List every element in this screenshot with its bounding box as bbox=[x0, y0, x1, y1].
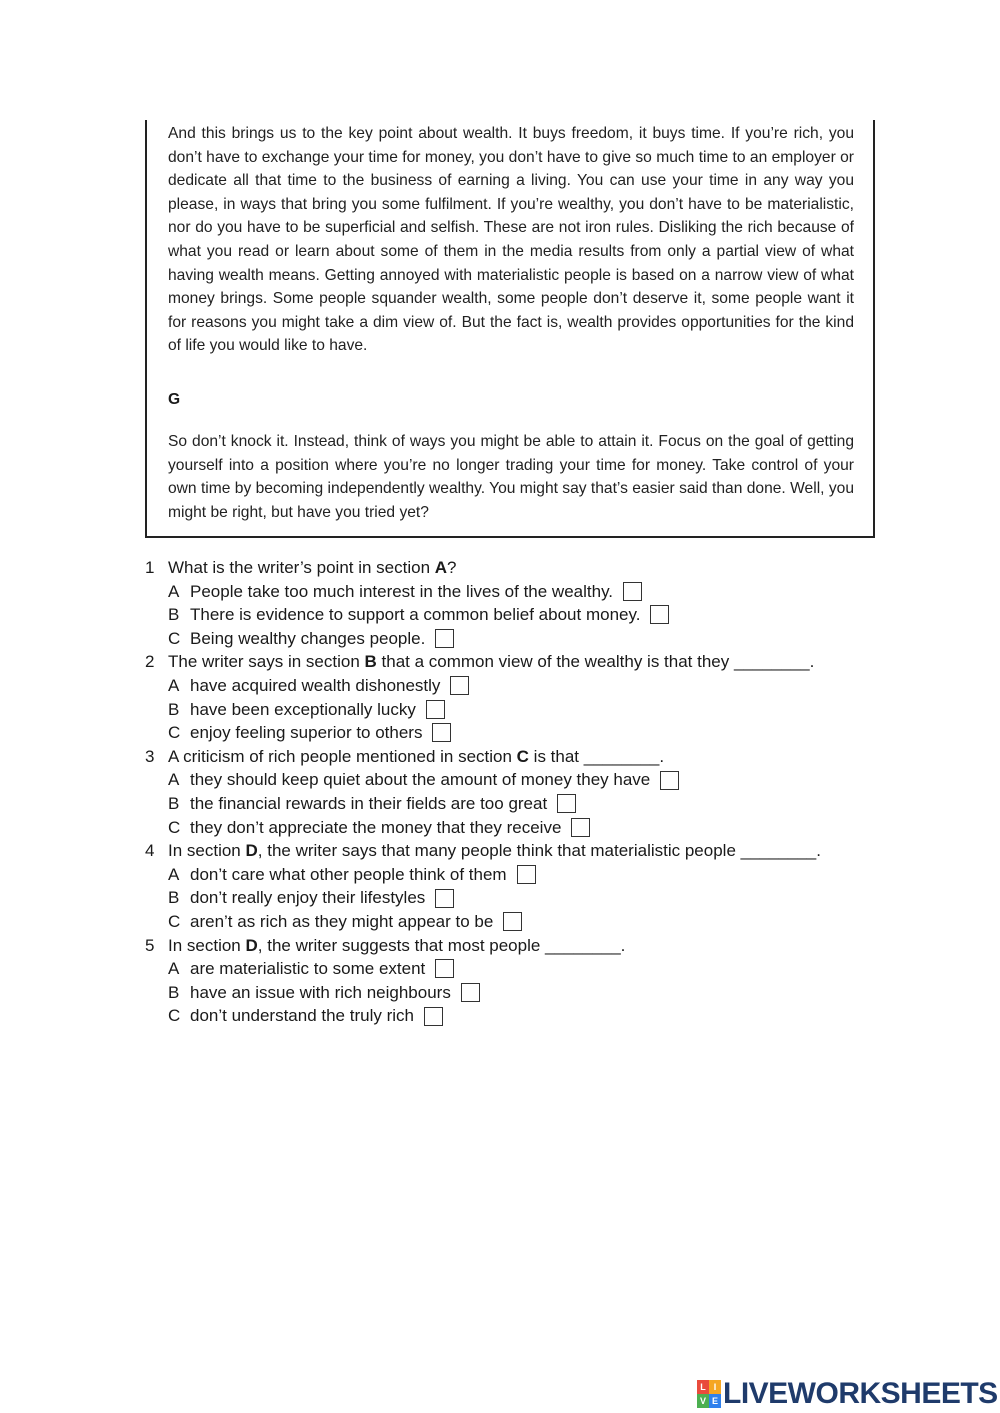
answer-option bbox=[145, 1004, 885, 1028]
option-letter: B bbox=[168, 793, 180, 813]
question-text-before: A criticism of rich people mentioned in section bbox=[168, 746, 517, 766]
answer-checkbox[interactable] bbox=[432, 723, 451, 742]
question-section-letter: B bbox=[364, 652, 377, 672]
option-text: don’t really enjoy their lifestyles bbox=[190, 888, 426, 908]
answer-option bbox=[145, 816, 885, 840]
option-text: they should keep quiet about the amount of money they have bbox=[190, 770, 651, 790]
question-text-before: In section bbox=[168, 841, 246, 861]
option-letter: B bbox=[168, 888, 180, 908]
option-text: are materialistic to some extent bbox=[190, 959, 426, 979]
answer-checkbox[interactable] bbox=[517, 865, 536, 884]
answer-checkbox[interactable] bbox=[660, 771, 679, 790]
question-number: 5 bbox=[145, 935, 155, 955]
answer-checkbox[interactable] bbox=[557, 794, 576, 813]
question-text-after: , the writer suggests that most people ________. bbox=[257, 935, 626, 955]
answer-option bbox=[145, 863, 885, 887]
question-stem bbox=[145, 839, 885, 863]
logo-letter-v: V bbox=[697, 1394, 709, 1408]
question-number: 2 bbox=[145, 652, 155, 672]
paragraph-f: And this brings us to the key point about wealth. It buys freedom, it buys time. If you’re rich, you don’t have to exchange your time for money, you don’t have to give so much time to an employer or dedicate all that time to the business of earning a living. You can use your time in any way you please, in ways that bring you some fulfilment. If you’re wealthy, you don’t have to be materialistic, nor do you have to be superficial and selfish. These are not iron rules. Disliking the rich because of what you read or learn about some of them in the media results from only a partial view of what having wealth means. Getting annoyed with materialistic people is based on a narrow view of what money brings. Some people squander wealth, some people don’t deserve it, some people want it for reasons you might take a dim view of. But the fact is, wealth provides opportunities for the kind of life you would like to have. bbox=[168, 125, 854, 355]
answer-option bbox=[145, 981, 885, 1005]
question-section-letter: A bbox=[434, 558, 448, 577]
option-letter: A bbox=[168, 581, 180, 601]
option-text: Being wealthy changes people. bbox=[190, 628, 426, 648]
liveworksheets-branding bbox=[697, 1378, 998, 1410]
question-list bbox=[145, 556, 885, 1028]
answer-checkbox[interactable] bbox=[461, 983, 480, 1002]
option-letter: C bbox=[168, 723, 181, 743]
answer-checkbox[interactable] bbox=[450, 676, 469, 695]
option-letter: A bbox=[168, 675, 180, 695]
answer-option bbox=[145, 910, 885, 934]
answer-option bbox=[145, 721, 885, 745]
answer-option bbox=[145, 603, 885, 627]
question-stem bbox=[145, 745, 885, 769]
paragraph-g: So don’t knock it. Instead, think of ways you might be able to attain it. Focus on the goal of getting yourself into a position where you’re no longer trading your time for money. Take control of your own time by becoming independently wealthy. You might say that’s easier said than done. Well, you might be right, but have you tried yet? bbox=[168, 433, 854, 521]
option-text: don’t care what other people think of them bbox=[190, 864, 507, 884]
question-text-after: ? bbox=[447, 558, 457, 577]
question-text bbox=[168, 650, 814, 674]
question-text-after: that a common view of the wealthy is that they ________. bbox=[376, 652, 815, 672]
section-heading-g: G bbox=[168, 391, 181, 408]
answer-option bbox=[145, 580, 885, 604]
question-section-letter: D bbox=[245, 841, 258, 861]
answer-option bbox=[145, 792, 885, 816]
question-text bbox=[168, 745, 664, 769]
answer-checkbox[interactable] bbox=[426, 700, 445, 719]
option-text: have acquired wealth dishonestly bbox=[190, 675, 441, 695]
answer-checkbox[interactable] bbox=[571, 818, 590, 837]
answer-checkbox[interactable] bbox=[435, 889, 454, 908]
question-text-after: is that ________. bbox=[528, 746, 665, 766]
option-letter: B bbox=[168, 982, 180, 1002]
question-text-before: What is the writer’s point in section bbox=[168, 558, 435, 577]
option-text: People take too much interest in the lives of the wealthy. bbox=[190, 581, 614, 601]
question-stem bbox=[145, 934, 885, 958]
question-text-after: , the writer says that many people think that materialistic people ________. bbox=[257, 841, 821, 861]
question-number: 3 bbox=[145, 746, 155, 766]
option-letter: A bbox=[168, 959, 180, 979]
question-text bbox=[168, 556, 457, 580]
answer-option bbox=[145, 886, 885, 910]
brand-name: LIVEWORKSHEETS bbox=[723, 1377, 998, 1410]
option-letter: C bbox=[168, 911, 181, 931]
answer-checkbox[interactable] bbox=[435, 959, 454, 978]
option-text: enjoy feeling superior to others bbox=[190, 723, 423, 743]
answer-option bbox=[145, 698, 885, 722]
option-text: the financial rewards in their fields are too great bbox=[190, 793, 548, 813]
option-text: they don’t appreciate the money that they receive bbox=[190, 817, 562, 837]
option-letter: C bbox=[168, 817, 181, 837]
answer-option bbox=[145, 674, 885, 698]
answer-option bbox=[145, 768, 885, 792]
question-stem bbox=[145, 650, 885, 674]
question-text bbox=[168, 934, 625, 958]
logo-letter-i: I bbox=[709, 1380, 721, 1394]
option-text: There is evidence to support a common belief about money. bbox=[190, 605, 641, 625]
option-letter: B bbox=[168, 605, 180, 625]
answer-checkbox[interactable] bbox=[650, 605, 669, 624]
question-number: 4 bbox=[145, 841, 155, 861]
answer-checkbox[interactable] bbox=[623, 582, 642, 601]
logo-letter-l: L bbox=[697, 1380, 709, 1394]
option-text: have been exceptionally lucky bbox=[190, 699, 416, 719]
answer-option bbox=[145, 957, 885, 981]
question-stem bbox=[145, 556, 885, 580]
option-text: aren’t as rich as they might appear to be bbox=[190, 911, 494, 931]
logo-letter-e: E bbox=[709, 1394, 721, 1408]
question-text bbox=[168, 839, 821, 863]
answer-checkbox[interactable] bbox=[503, 912, 522, 931]
option-letter: A bbox=[168, 770, 180, 790]
option-letter: B bbox=[168, 699, 180, 719]
option-text: have an issue with rich neighbours bbox=[190, 982, 451, 1002]
answer-checkbox[interactable] bbox=[424, 1007, 443, 1026]
option-letter: C bbox=[168, 628, 181, 648]
option-letter: A bbox=[168, 864, 180, 884]
liveworksheets-logo-icon bbox=[697, 1380, 721, 1408]
question-text-before: The writer says in section bbox=[168, 652, 365, 672]
question-section-letter: C bbox=[516, 746, 529, 766]
question-number: 1 bbox=[145, 558, 155, 577]
answer-checkbox[interactable] bbox=[435, 629, 454, 648]
question-section-letter: D bbox=[245, 935, 258, 955]
option-text: don’t understand the truly rich bbox=[190, 1006, 414, 1026]
question-text-before: In section bbox=[168, 935, 246, 955]
answer-option bbox=[145, 627, 885, 651]
option-letter: C bbox=[168, 1006, 181, 1026]
